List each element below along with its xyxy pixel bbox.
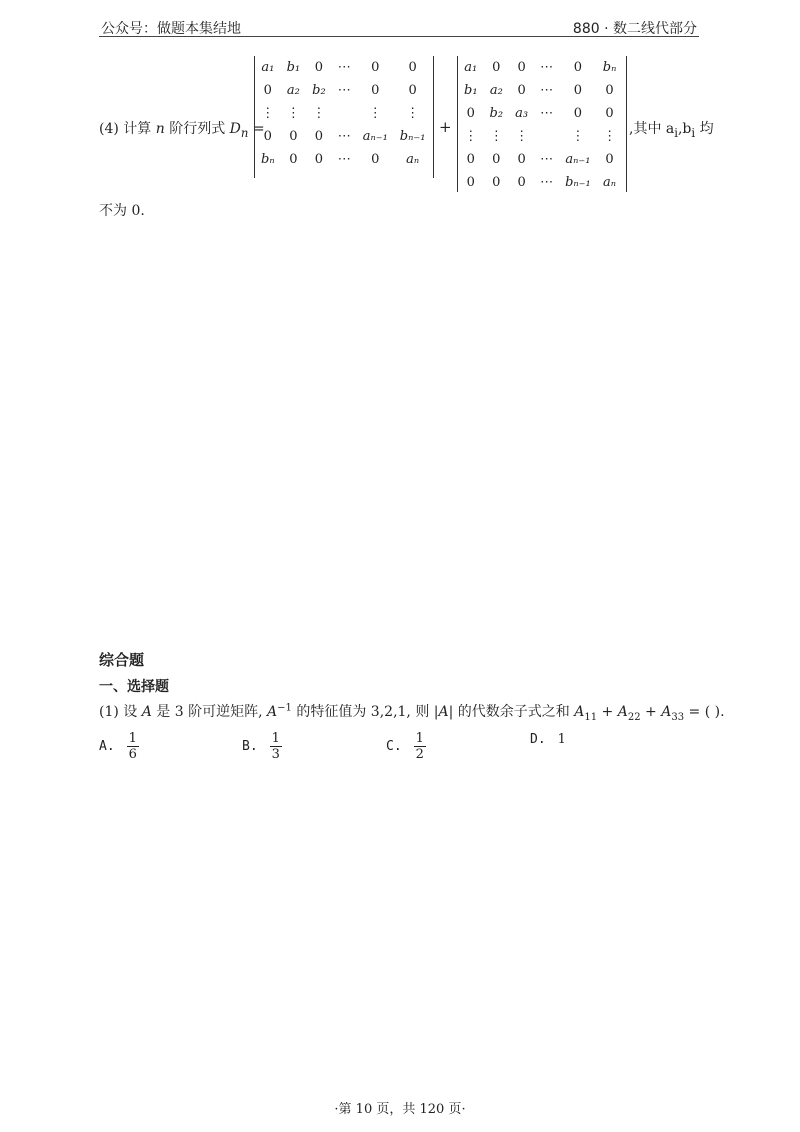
matrix-entry: ⋮	[571, 129, 585, 144]
matrix-entry: 0	[314, 152, 324, 167]
matrix-entry: ⋮	[286, 106, 300, 121]
matrix-entry: ⋮	[464, 129, 478, 144]
matrix-entry: 0	[492, 60, 501, 75]
page-footer: ·第 10 页，共 120 页·	[334, 1102, 466, 1117]
matrix-entry: 0	[492, 175, 501, 190]
matrix-row	[255, 56, 431, 79]
matrix-row	[458, 148, 622, 171]
fraction: $\frac{1}{3}$	[271, 731, 280, 762]
matrix-entry: ⋮	[489, 129, 503, 144]
matrix-entry: ⋯	[337, 152, 351, 167]
section-subtitle: 一、选择题	[99, 679, 169, 695]
matrix-entry: 0	[466, 106, 475, 121]
matrix-entry: ⋯	[540, 152, 554, 167]
matrix-entry: aₙ₋₁	[362, 129, 388, 144]
matrix-row	[255, 102, 431, 125]
matrix-entry: 0	[605, 83, 614, 98]
matrix-row	[255, 79, 431, 102]
matrix-row	[458, 125, 622, 148]
determinant-2	[457, 56, 627, 192]
matrix-entry: 0	[492, 152, 501, 167]
matrix-entry: 0	[517, 152, 526, 167]
matrix-entry: 0	[314, 60, 324, 75]
problem-4-prefix: (4) 计算 n 阶行列式 $D_n$ =	[99, 121, 265, 140]
matrix-entry: aₙ	[406, 152, 420, 167]
matrix-row	[458, 56, 622, 79]
matrix-row	[458, 102, 622, 125]
question-1: (1) 设 A 是 3 阶可逆矩阵, $A^{-1}$ 的特征值为 3,2,1, 则 |A| 的代数余子式之和 $A_{11} + A_{22} + A_{33}$ = ( ).	[99, 702, 725, 723]
matrix-entry: ⋯	[540, 106, 554, 121]
determinant-1	[254, 56, 434, 178]
matrix-row	[255, 148, 431, 171]
matrix-entry: 0	[371, 60, 380, 75]
matrix-entry: 0	[605, 152, 614, 167]
matrix-entry: b₂	[312, 83, 326, 98]
matrix-entry: aₙ₋₁	[565, 152, 591, 167]
matrix-entry: a₃	[515, 106, 529, 121]
matrix-entry: ⋯	[540, 60, 554, 75]
matrix-entry: ⋮	[368, 106, 382, 121]
matrix-entry: 0	[573, 60, 583, 75]
matrix-entry: 0	[517, 175, 526, 190]
matrix-entry: ⋮	[603, 129, 617, 144]
matrix-entry: bₙ₋₁	[399, 129, 426, 144]
matrix-entry: 0	[263, 129, 272, 144]
matrix-entry: 0	[289, 129, 298, 144]
page-header	[99, 16, 699, 37]
matrix-entry: 0	[605, 106, 614, 121]
option-d-value: 1	[557, 732, 566, 747]
matrix-entry: b₁	[286, 60, 301, 75]
matrix-entry: ⋮	[406, 106, 420, 121]
option-c[interactable]: C. $\frac{1}{2}$	[386, 731, 424, 762]
option-a[interactable]: A. $\frac{1}{6}$	[99, 731, 137, 762]
matrix-entry: ⋯	[540, 83, 554, 98]
matrix-entry	[534, 125, 559, 148]
matrix-entry: ⋯	[337, 60, 351, 75]
matrix-entry: bₙ	[602, 60, 617, 75]
matrix-entry: b₁	[464, 83, 478, 98]
matrix-entry	[332, 102, 357, 125]
option-b[interactable]: B. $\frac{1}{3}$	[242, 731, 280, 762]
matrix-entry: a₂	[286, 83, 300, 98]
matrix-entry: ⋮	[261, 106, 275, 121]
matrix-entry: 0	[517, 60, 526, 75]
matrix-row	[458, 171, 622, 194]
matrix-entry: b₂	[489, 106, 504, 121]
matrix-entry: 0	[466, 175, 475, 190]
section-title: 综合题	[99, 651, 145, 669]
matrix-entry: ⋮	[312, 106, 326, 121]
option-d[interactable]: D. 1	[530, 732, 566, 747]
problem-4	[99, 56, 719, 219]
matrix-row	[255, 125, 431, 148]
matrix-entry: bₙ₋₁	[565, 175, 591, 190]
matrix-row	[458, 79, 622, 102]
matrix-entry: 0	[466, 152, 475, 167]
matrix-entry: ⋮	[515, 129, 529, 144]
matrix-entry: 0	[289, 152, 298, 167]
matrix-entry: ⋯	[337, 129, 351, 144]
matrix-entry: 0	[263, 83, 272, 98]
matrix-entry: a₁	[261, 60, 275, 75]
header-source: 公众号：做题本集结地	[101, 21, 241, 37]
matrix-entry: a₂	[489, 83, 503, 98]
matrix-entry: ⋯	[337, 83, 351, 98]
matrix-entry: ⋯	[540, 175, 554, 190]
matrix-entry: 0	[408, 83, 417, 98]
matrix-entry: 0	[573, 83, 583, 98]
matrix-entry: 0	[371, 152, 380, 167]
problem-4-condition: ,其中 $a_i,b_i$ 均	[629, 121, 714, 140]
matrix-entry: bₙ	[261, 152, 275, 167]
matrix-entry: a₁	[464, 60, 478, 75]
fraction: $\frac{1}{2}$	[415, 731, 424, 762]
fraction: $\frac{1}{6}$	[128, 731, 137, 762]
matrix-entry: 0	[371, 83, 380, 98]
header-section: 880 · 数二线代部分	[572, 21, 697, 37]
matrix-entry: 0	[408, 60, 417, 75]
plus-sign: +	[439, 118, 452, 136]
matrix-entry: 0	[573, 106, 583, 121]
matrix-entry: 0	[314, 129, 324, 144]
matrix-entry: aₙ	[603, 175, 617, 190]
problem-4-continuation: 不为 0.	[99, 203, 145, 219]
matrix-entry: 0	[517, 83, 526, 98]
